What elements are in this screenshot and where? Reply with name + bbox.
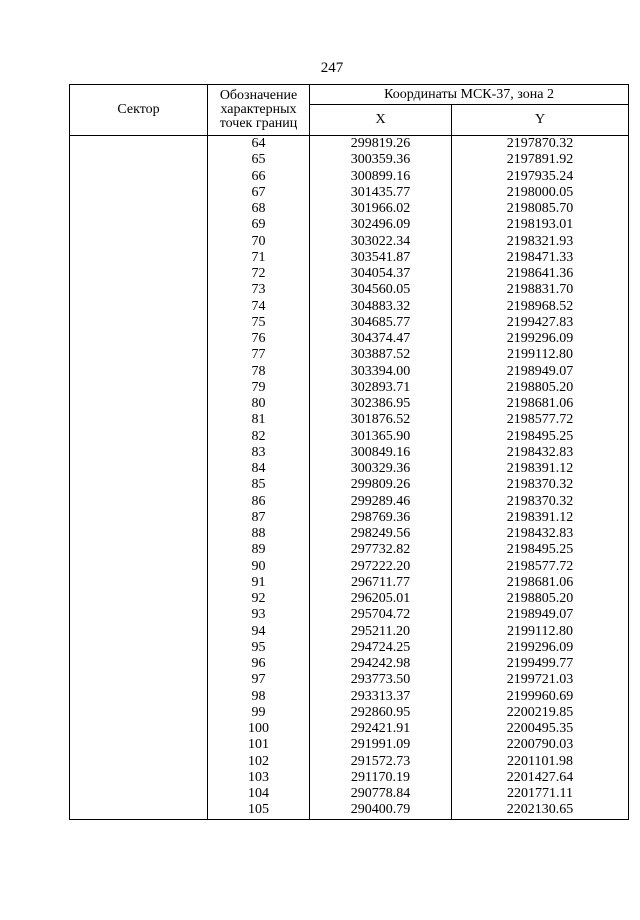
- cell-point: 79: [208, 380, 310, 396]
- cell-sector: [70, 412, 208, 428]
- cell-point: 89: [208, 542, 310, 558]
- cell-sector: [70, 250, 208, 266]
- cell-y: 2201427.64: [452, 770, 629, 786]
- cell-point: 95: [208, 640, 310, 656]
- cell-sector: [70, 542, 208, 558]
- cell-point: 92: [208, 591, 310, 607]
- cell-sector: [70, 282, 208, 298]
- cell-x: 303022.34: [310, 234, 452, 250]
- cell-y: 2199296.09: [452, 640, 629, 656]
- cell-sector: [70, 672, 208, 688]
- cell-x: 297732.82: [310, 542, 452, 558]
- cell-y: 2198641.36: [452, 266, 629, 282]
- header-point-mark-line3: точек границ: [219, 116, 298, 131]
- cell-x: 303887.52: [310, 347, 452, 363]
- cell-y: 2198949.07: [452, 364, 629, 380]
- cell-y: 2198321.93: [452, 234, 629, 250]
- cell-sector: [70, 591, 208, 607]
- cell-x: 296711.77: [310, 575, 452, 591]
- table-row: [70, 559, 629, 575]
- cell-sector: [70, 656, 208, 672]
- cell-point: 97: [208, 672, 310, 688]
- cell-point: 75: [208, 315, 310, 331]
- cell-x: 303394.00: [310, 364, 452, 380]
- cell-y: 2199427.83: [452, 315, 629, 331]
- cell-point: 104: [208, 786, 310, 802]
- cell-sector: [70, 510, 208, 526]
- cell-point: 84: [208, 461, 310, 477]
- cell-y: 2200495.35: [452, 721, 629, 737]
- table-row: [70, 542, 629, 558]
- cell-x: 296205.01: [310, 591, 452, 607]
- cell-y: 2198495.25: [452, 429, 629, 445]
- cell-sector: [70, 445, 208, 461]
- cell-x: 299819.26: [310, 136, 452, 153]
- table-row: [70, 575, 629, 591]
- cell-x: 299289.46: [310, 494, 452, 510]
- table-row: [70, 786, 629, 802]
- table-header: [70, 85, 629, 136]
- cell-sector: [70, 802, 208, 819]
- cell-y: 2199960.69: [452, 689, 629, 705]
- cell-point: 90: [208, 559, 310, 575]
- cell-x: 299809.26: [310, 477, 452, 493]
- cell-sector: [70, 786, 208, 802]
- table-row: [70, 250, 629, 266]
- table-row: [70, 591, 629, 607]
- cell-x: 292860.95: [310, 705, 452, 721]
- cell-x: 290778.84: [310, 786, 452, 802]
- cell-y: 2198193.01: [452, 217, 629, 233]
- table-row: [70, 429, 629, 445]
- table-row: [70, 607, 629, 623]
- cell-point: 76: [208, 331, 310, 347]
- cell-point: 65: [208, 152, 310, 168]
- header-point-mark: [208, 85, 310, 136]
- cell-x: 300899.16: [310, 169, 452, 185]
- cell-sector: [70, 347, 208, 363]
- cell-point: 74: [208, 299, 310, 315]
- cell-point: 102: [208, 754, 310, 770]
- cell-x: 295211.20: [310, 624, 452, 640]
- cell-x: 300849.16: [310, 445, 452, 461]
- table-row: [70, 656, 629, 672]
- cell-x: 303541.87: [310, 250, 452, 266]
- cell-point: 103: [208, 770, 310, 786]
- cell-point: 105: [208, 802, 310, 819]
- table-row: [70, 689, 629, 705]
- table-row: [70, 737, 629, 753]
- cell-y: 2198577.72: [452, 412, 629, 428]
- cell-y: 2199499.77: [452, 656, 629, 672]
- table-row: [70, 461, 629, 477]
- table-row: [70, 477, 629, 493]
- cell-point: 82: [208, 429, 310, 445]
- cell-point: 68: [208, 201, 310, 217]
- cell-x: 304685.77: [310, 315, 452, 331]
- cell-x: 302386.95: [310, 396, 452, 412]
- cell-x: 294242.98: [310, 656, 452, 672]
- table-row: [70, 185, 629, 201]
- cell-point: 67: [208, 185, 310, 201]
- cell-point: 66: [208, 169, 310, 185]
- table-row: [70, 510, 629, 526]
- cell-x: 304374.47: [310, 331, 452, 347]
- cell-x: 293773.50: [310, 672, 452, 688]
- cell-y: 2198681.06: [452, 396, 629, 412]
- cell-x: 291170.19: [310, 770, 452, 786]
- cell-point: 73: [208, 282, 310, 298]
- header-y: Y: [452, 105, 629, 136]
- cell-point: 85: [208, 477, 310, 493]
- table-row: [70, 234, 629, 250]
- cell-point: 80: [208, 396, 310, 412]
- cell-sector: [70, 429, 208, 445]
- cell-sector: [70, 689, 208, 705]
- cell-point: 77: [208, 347, 310, 363]
- table-row: [70, 802, 629, 819]
- cell-y: 2198432.83: [452, 526, 629, 542]
- table-row: [70, 169, 629, 185]
- table-row: [70, 364, 629, 380]
- cell-x: 304054.37: [310, 266, 452, 282]
- page-number: 247: [320, 60, 344, 76]
- cell-y: 2197891.92: [452, 152, 629, 168]
- table-row: [70, 770, 629, 786]
- cell-y: 2198495.25: [452, 542, 629, 558]
- cell-point: 94: [208, 624, 310, 640]
- cell-point: 69: [208, 217, 310, 233]
- table-row: [70, 282, 629, 298]
- table-row: [70, 331, 629, 347]
- cell-y: 2199112.80: [452, 347, 629, 363]
- cell-sector: [70, 315, 208, 331]
- table-row: [70, 526, 629, 542]
- cell-point: 87: [208, 510, 310, 526]
- cell-sector: [70, 575, 208, 591]
- header-sector: Сектор: [70, 85, 208, 136]
- cell-y: 2198805.20: [452, 591, 629, 607]
- cell-x: 304560.05: [310, 282, 452, 298]
- table-row: [70, 380, 629, 396]
- cell-sector: [70, 380, 208, 396]
- cell-point: 91: [208, 575, 310, 591]
- cell-sector: [70, 477, 208, 493]
- table-row: [70, 412, 629, 428]
- cell-sector: [70, 136, 208, 153]
- cell-x: 297222.20: [310, 559, 452, 575]
- header-point-mark-line1: Обозначение: [219, 88, 298, 103]
- cell-sector: [70, 201, 208, 217]
- cell-sector: [70, 396, 208, 412]
- cell-x: 298249.56: [310, 526, 452, 542]
- cell-x: 292421.91: [310, 721, 452, 737]
- table-row: [70, 266, 629, 282]
- cell-point: 99: [208, 705, 310, 721]
- cell-x: 291572.73: [310, 754, 452, 770]
- cell-y: 2198432.83: [452, 445, 629, 461]
- cell-sector: [70, 234, 208, 250]
- cell-y: 2198949.07: [452, 607, 629, 623]
- cell-y: 2200790.03: [452, 737, 629, 753]
- cell-point: 78: [208, 364, 310, 380]
- cell-sector: [70, 559, 208, 575]
- cell-x: 298769.36: [310, 510, 452, 526]
- cell-point: 83: [208, 445, 310, 461]
- cell-y: 2198000.05: [452, 185, 629, 201]
- cell-y: 2198831.70: [452, 282, 629, 298]
- cell-y: 2201771.11: [452, 786, 629, 802]
- cell-point: 70: [208, 234, 310, 250]
- cell-x: 302893.71: [310, 380, 452, 396]
- cell-point: 101: [208, 737, 310, 753]
- cell-y: 2198391.12: [452, 461, 629, 477]
- table-row: [70, 754, 629, 770]
- table-row: [70, 705, 629, 721]
- cell-y: 2198085.70: [452, 201, 629, 217]
- cell-point: 72: [208, 266, 310, 282]
- cell-sector: [70, 152, 208, 168]
- cell-x: 301966.02: [310, 201, 452, 217]
- header-point-mark-line2: характерных: [220, 102, 297, 117]
- table-row: [70, 396, 629, 412]
- cell-sector: [70, 217, 208, 233]
- cell-point: 81: [208, 412, 310, 428]
- cell-sector: [70, 185, 208, 201]
- cell-sector: [70, 364, 208, 380]
- table-body: [70, 136, 629, 820]
- table-row: [70, 136, 629, 153]
- cell-point: 93: [208, 607, 310, 623]
- cell-point: 71: [208, 250, 310, 266]
- table-row: [70, 624, 629, 640]
- cell-sector: [70, 494, 208, 510]
- cell-y: 2198370.32: [452, 494, 629, 510]
- cell-y: 2200219.85: [452, 705, 629, 721]
- table-row: [70, 315, 629, 331]
- table-row: [70, 347, 629, 363]
- cell-point: 86: [208, 494, 310, 510]
- cell-x: 301435.77: [310, 185, 452, 201]
- cell-sector: [70, 169, 208, 185]
- cell-y: 2199112.80: [452, 624, 629, 640]
- cell-y: 2197935.24: [452, 169, 629, 185]
- cell-x: 294724.25: [310, 640, 452, 656]
- cell-sector: [70, 607, 208, 623]
- cell-y: 2201101.98: [452, 754, 629, 770]
- table-row: [70, 721, 629, 737]
- cell-x: 301365.90: [310, 429, 452, 445]
- cell-y: 2202130.65: [452, 802, 629, 819]
- table-row: [70, 299, 629, 315]
- cell-sector: [70, 640, 208, 656]
- table-row: [70, 672, 629, 688]
- cell-y: 2198471.33: [452, 250, 629, 266]
- coordinates-table: [69, 84, 629, 820]
- cell-point: 100: [208, 721, 310, 737]
- cell-sector: [70, 461, 208, 477]
- table-row: [70, 494, 629, 510]
- table-row: [70, 640, 629, 656]
- cell-sector: [70, 721, 208, 737]
- cell-sector: [70, 299, 208, 315]
- cell-point: 98: [208, 689, 310, 705]
- cell-x: 300359.36: [310, 152, 452, 168]
- table-row: [70, 217, 629, 233]
- table-row: [70, 445, 629, 461]
- cell-sector: [70, 526, 208, 542]
- cell-sector: [70, 331, 208, 347]
- cell-y: 2198577.72: [452, 559, 629, 575]
- table-row: [70, 201, 629, 217]
- cell-y: 2198391.12: [452, 510, 629, 526]
- cell-point: 64: [208, 136, 310, 153]
- cell-y: 2198370.32: [452, 477, 629, 493]
- cell-sector: [70, 770, 208, 786]
- cell-y: 2199296.09: [452, 331, 629, 347]
- cell-y: 2197870.32: [452, 136, 629, 153]
- cell-sector: [70, 754, 208, 770]
- cell-x: 291991.09: [310, 737, 452, 753]
- cell-x: 293313.37: [310, 689, 452, 705]
- cell-x: 302496.09: [310, 217, 452, 233]
- cell-sector: [70, 705, 208, 721]
- cell-sector: [70, 737, 208, 753]
- cell-sector: [70, 266, 208, 282]
- cell-point: 88: [208, 526, 310, 542]
- cell-x: 300329.36: [310, 461, 452, 477]
- cell-y: 2198805.20: [452, 380, 629, 396]
- cell-x: 304883.32: [310, 299, 452, 315]
- cell-x: 301876.52: [310, 412, 452, 428]
- cell-y: 2198968.52: [452, 299, 629, 315]
- cell-x: 290400.79: [310, 802, 452, 819]
- table-row: [70, 152, 629, 168]
- cell-sector: [70, 624, 208, 640]
- cell-y: 2198681.06: [452, 575, 629, 591]
- cell-y: 2199721.03: [452, 672, 629, 688]
- header-x: X: [310, 105, 452, 136]
- header-coordinates: Координаты МСК-37, зона 2: [310, 85, 629, 105]
- cell-point: 96: [208, 656, 310, 672]
- cell-x: 295704.72: [310, 607, 452, 623]
